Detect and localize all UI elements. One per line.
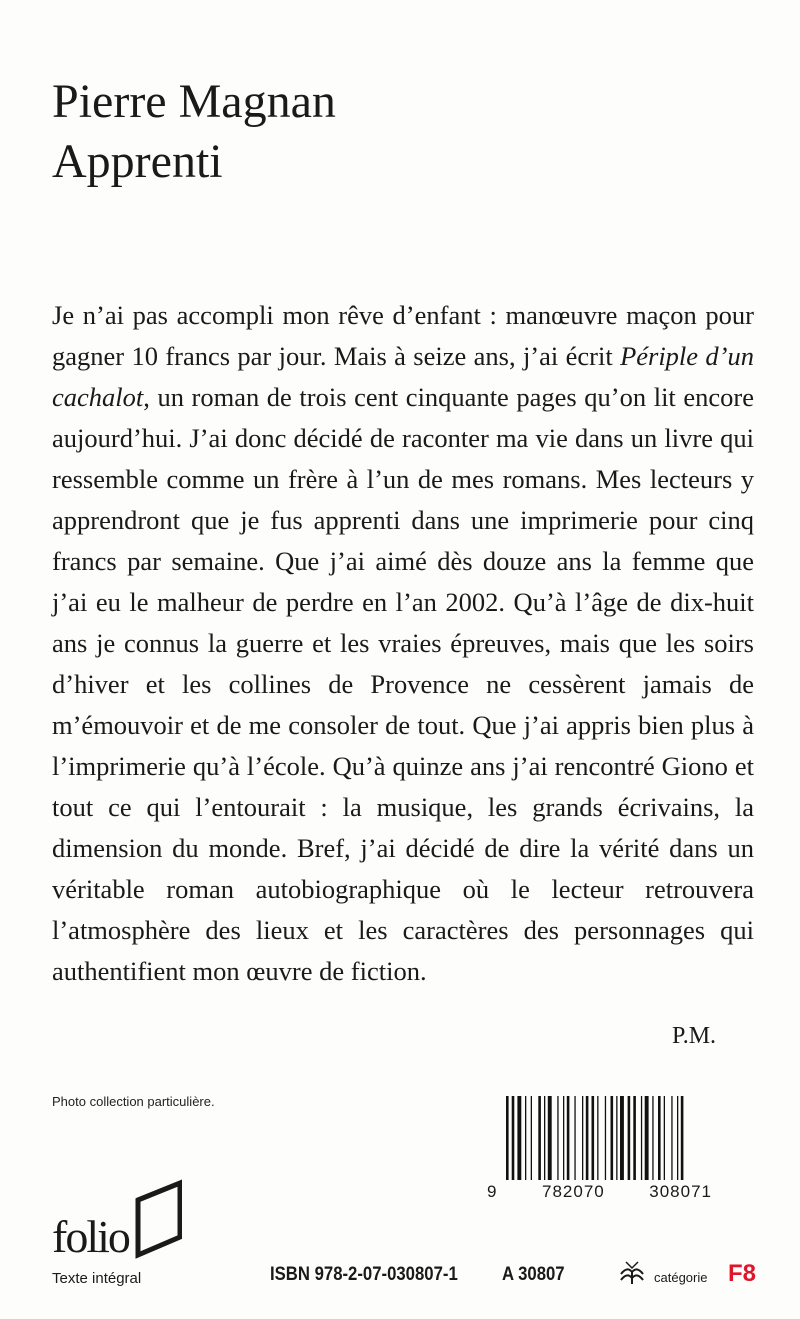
back-cover-blurb xyxy=(52,295,754,992)
category-value: F8 xyxy=(728,1260,757,1287)
open-book-icon xyxy=(617,1258,647,1288)
edition-label: Texte intégral xyxy=(52,1270,142,1287)
blurb-text-part-1: Je n’ai pas accompli mon rêve d’enfant : manœuvre maçon pour gagner 10 francs par jour. Mais à seize ans, j’ai écrit xyxy=(52,300,754,371)
barcode-lead-digit: 9 xyxy=(487,1182,498,1201)
barcode-digits xyxy=(487,1182,712,1202)
barcode xyxy=(506,1096,708,1180)
photo-credit: Photo collection particulière. xyxy=(52,1094,215,1109)
barcode-right-digits: 308071 xyxy=(649,1182,712,1201)
isbn: ISBN 978-2-07-030807-1 xyxy=(270,1264,458,1285)
folio-logo-text: folio xyxy=(52,1211,129,1262)
category-label: catégorie xyxy=(654,1270,708,1285)
author-name: Pierre Magnan xyxy=(52,75,336,128)
product-code: A 30807 xyxy=(502,1264,565,1285)
blurb-text-part-2: , un roman de trois cent cinquante pages qu’on lit encore aujourd’hui. J’ai donc décidé de raconter ma vie dans un livre qui ressemble comme un frère à l’un de mes romans. Mes lecteurs y apprendront que je fus apprenti dans une imprimerie pour cinq francs par semaine. Que j’ai aimé dès douze ans la femme que j’ai eu le malheur de perdre en l’an 2002. Qu’à l’âge de dix-huit ans je connus la guerre et les vraies épreuves, mais que les soirs d’hiver et les collines de Provence ne cessèrent jamais de m’émouvoir et de me consoler de tout. Que j’ai appris bien plus à l’imprimerie qu’à l’école. Qu’à quinze ans j’ai rencontré Giono et tout ce qui l’entourait : la musique, les grands écrivains, la dimension du monde. Bref, j’ai décidé de dire la vérité dans un véritable roman autobiographique où le lecteur retrouvera l’atmosphère des lieux et les caractères des personnages qui authentifient mon œuvre de fiction. xyxy=(52,382,754,986)
book-title: Apprenti xyxy=(52,135,223,188)
blurb-italic-title: Périple d’un cachalot xyxy=(52,341,754,412)
blurb-paragraph xyxy=(52,295,754,992)
footer-line xyxy=(52,1260,760,1294)
signature: P.M. xyxy=(672,1023,717,1049)
barcode-left-digits: 782070 xyxy=(542,1182,605,1201)
